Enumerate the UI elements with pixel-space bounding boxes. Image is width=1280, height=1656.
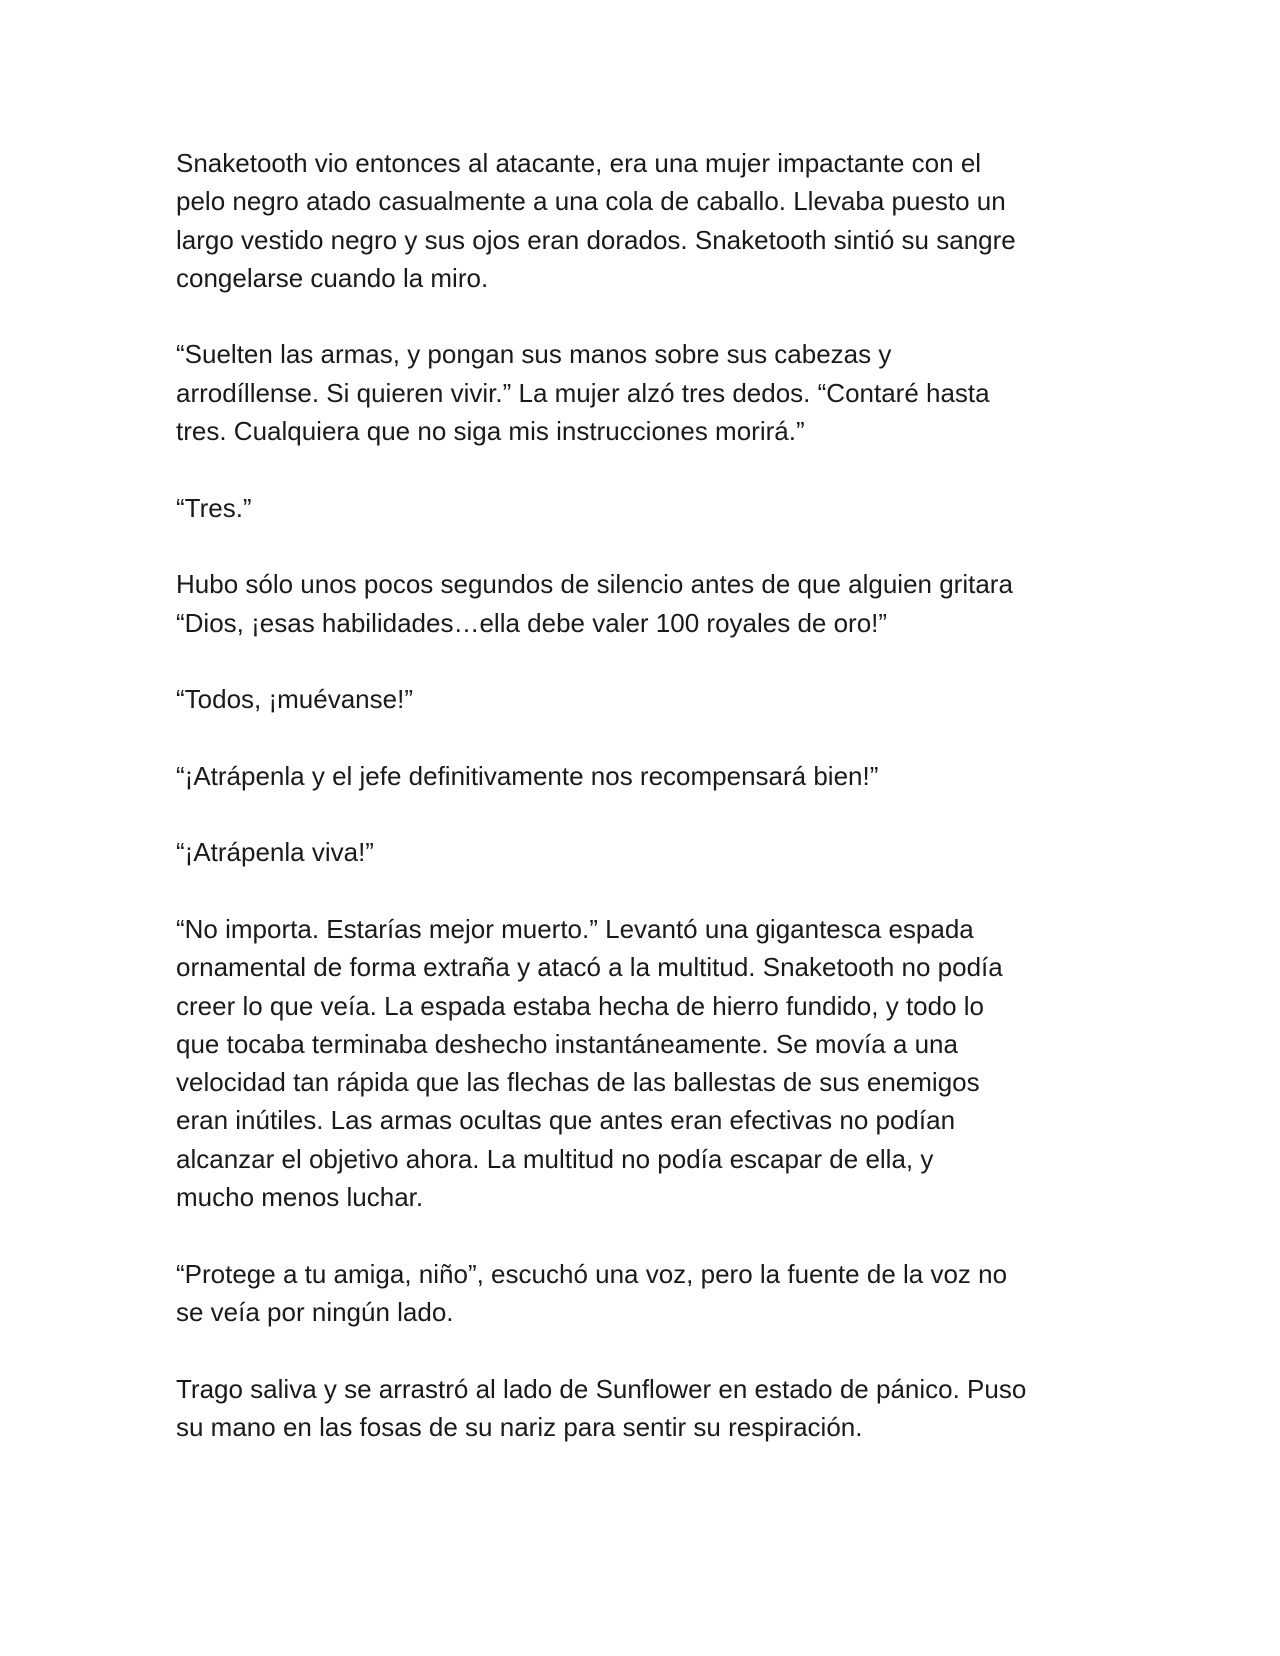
paragraph-9 [176,1255,1116,1332]
text-line: tres. Cualquiera que no siga mis instrucciones morirá.” [176,416,805,447]
text-line: eran inútiles. Las armas ocultas que antes eran efectivas no podían [176,1105,956,1136]
text-line: “¡Atrápenla y el jefe definitivamente nos recompensará bien!” [176,760,879,791]
text-line: alcanzar el objetivo ahora. La multitud no podía escapar de ella, y [176,1143,934,1174]
text-line: mucho menos luchar. [176,1182,424,1213]
paragraph-7 [176,833,1116,871]
text-line: velocidad tan rápida que las flechas de las ballestas de sus enemigos [176,1067,980,1098]
paragraph-5 [176,680,1116,718]
text-line: que tocaba terminaba deshecho instantáneamente. Se movía a una [176,1028,958,1059]
text-line: congelarse cuando la miro. [176,262,489,293]
text-line: largo vestido negro y sus ojos eran dorados. Snaketooth sintió su sangre [176,224,1016,255]
text-line: arrodíllense. Si quieren vivir.” La mujer alzó tres dedos. “Contaré hasta [176,377,990,408]
paragraph-1 [176,144,1116,297]
paragraph-10 [176,1370,1116,1447]
paragraph-2 [176,335,1116,450]
text-line: “Todos, ¡muévanse!” [176,684,413,715]
paragraph-6 [176,757,1116,795]
text-line: “Protege a tu amiga, niño”, escuchó una voz, pero la fuente de la voz no [176,1258,1008,1289]
text-line: Trago saliva y se arrastró al lado de Sunflower en estado de pánico. Puso [176,1373,1027,1404]
text-line: se veía por ningún lado. [176,1296,454,1327]
text-line: “Dios, ¡esas habilidades…ella debe valer 100 royales de oro!” [176,607,888,638]
text-line: “Tres.” [176,492,252,523]
text-line: Snaketooth vio entonces al atacante, era una mujer impactante con el [176,148,982,178]
text-line: ornamental de forma extraña y atacó a la multitud. Snaketooth no podía [176,952,1003,983]
paragraph-3 [176,489,1116,527]
paragraph-8 [176,910,1116,1216]
text-line: “No importa. Estarías mejor muerto.” Levantó una gigantesca espada [176,913,974,944]
text-line: su mano en las fosas de su nariz para sentir su respiración. [176,1411,863,1442]
text-line: creer lo que veía. La espada estaba hecha de hierro fundido, y todo lo [176,990,985,1021]
text-line: “Suelten las armas, y pongan sus manos sobre sus cabezas y [176,339,892,370]
text-line: pelo negro atado casualmente a una cola de caballo. Llevaba puesto un [176,186,1006,217]
text-line: Hubo sólo unos pocos segundos de silencio antes de que alguien gritara [176,569,1013,600]
paragraph-4 [176,565,1116,642]
document-body [176,144,1116,1484]
text-line: “¡Atrápenla viva!” [176,837,374,868]
